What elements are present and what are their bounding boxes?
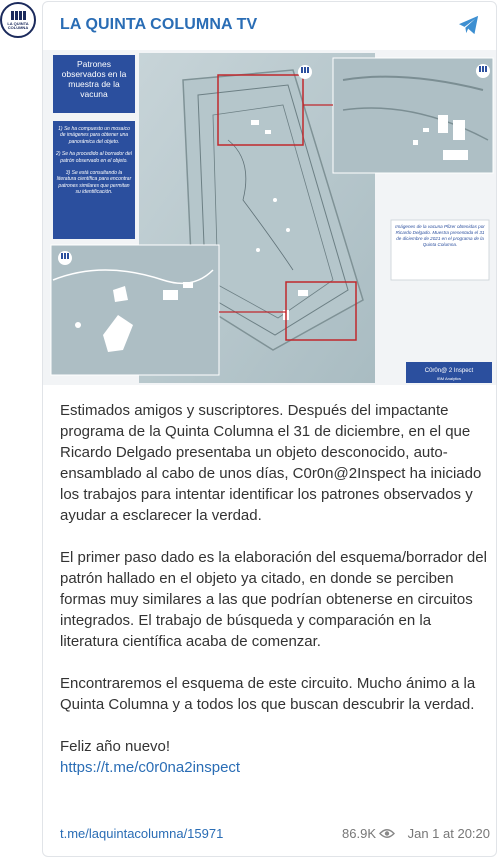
c0r0n-logo-icon xyxy=(476,64,490,78)
channel-link[interactable]: https://t.me/c0r0na2inspect xyxy=(60,759,241,776)
telegram-icon[interactable] xyxy=(458,15,480,35)
avatar-label: LA QUINTA COLUMNA xyxy=(7,20,29,30)
channel-name[interactable]: LA QUINTA COLUMNA TV xyxy=(60,16,258,33)
message-header xyxy=(43,2,496,48)
closing-line: Feliz año nuevo! xyxy=(60,738,171,755)
message-text xyxy=(60,400,490,778)
step-1: 1) Se ha compuesto un mosaico de imágenes para obtener una panorámica del objeto. xyxy=(58,126,130,145)
caption-text: Imágenes de la vacuna Pfizer obtenidas por Ricardo Delgado. Muestra presentada el 31 de diciembre de 2021 en el programa de la Quinta Columna. xyxy=(395,224,485,247)
eye-icon xyxy=(379,828,395,839)
avatar-logo-icon xyxy=(11,11,26,20)
view-count: 86.9K xyxy=(342,826,376,841)
title-panel-text: Patrones observados en la muestra de la vacuna xyxy=(61,59,127,99)
paragraph-3: Encontraremos el esquema de este circuito. Mucho ánimo a la Quinta Columna y a todos los que buscan descubrir la verdad. xyxy=(60,675,476,713)
message-footer xyxy=(60,826,490,844)
channel-avatar[interactable] xyxy=(0,2,36,38)
badge-subtitle: IBM Analytics xyxy=(436,376,462,381)
message-card xyxy=(42,1,497,857)
step-2: 2) Se ha procedido al borrador del patrón observado en el objeto. xyxy=(56,151,132,164)
post-date: Jan 1 at 20:20 xyxy=(407,826,490,841)
paragraph-2: El primer paso dado es la elaboración del esquema/borrador del patrón hallado en el objeto ya citado, en donde se perciben formas muy similares a las que podrían obtenerse en circuitos integrados. El trabajo de búsqueda y comparación en la literatura científica acaba de comenzar. xyxy=(60,549,487,650)
c0r0n-logo-icon xyxy=(58,251,72,265)
post-link[interactable]: t.me/laquintacolumna/15971 xyxy=(60,826,224,841)
step-3: 3) Se está consultando la literatura científica para encontrar patrones similares que permitan su identificación. xyxy=(56,170,132,196)
badge-title: C0r0n@ 2 Inspect xyxy=(424,368,474,374)
paragraph-1: Estimados amigos y suscriptores. Después del impactante programa de la Quinta Columna el 31 de diciembre, en el que Ricardo Delgado presentaba un objeto desconocido, auto-ensamblado al cabo de unos días, C0r0n@2Inspect ha iniciado los trabajos para intentar identificar los patrones observados y ayudar a esclarecer la verdad. xyxy=(60,402,482,524)
post-image[interactable] xyxy=(43,50,496,385)
c0r0n-logo-icon xyxy=(298,65,312,79)
